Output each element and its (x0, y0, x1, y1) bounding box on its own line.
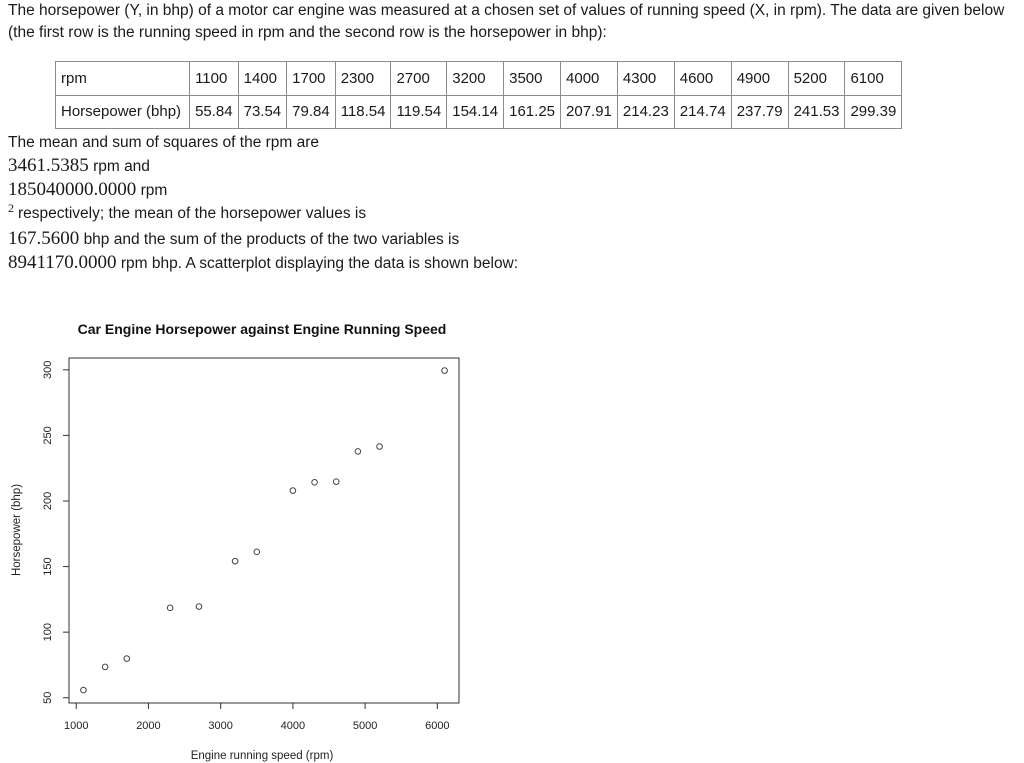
y-tick-label: 100 (42, 622, 54, 642)
rpm-cell: 4300 (617, 62, 674, 96)
hp-cell: 118.54 (335, 96, 391, 129)
hp-cell: 214.74 (674, 96, 731, 129)
squared-superscript: 2 (8, 201, 14, 215)
plot-frame (69, 358, 459, 703)
hp-row-label: Horsepower (bhp) (56, 96, 190, 129)
stats-line-5 (8, 228, 459, 251)
x-tick-label: 3000 (208, 720, 233, 732)
rpm-cell: 1700 (287, 62, 336, 96)
mean-hp-text: bhp and the sum of the products of the two variables is (83, 231, 460, 248)
data-point (355, 449, 361, 455)
hp-cell: 241.53 (788, 96, 845, 129)
y-tick-label: 250 (42, 426, 54, 445)
sum-products-value: 8941170.0000 (8, 252, 117, 273)
data-table (55, 61, 902, 129)
ss-rpm-unit: rpm (140, 182, 168, 199)
hp-cell: 79.84 (287, 96, 336, 129)
rpm-cell: 4000 (561, 62, 618, 96)
rpm-cell: 4900 (731, 62, 788, 96)
data-point (290, 488, 296, 494)
y-axis-label: Horsepower (bhp) (11, 483, 23, 577)
data-point (102, 664, 108, 670)
hp-cell: 161.25 (504, 96, 561, 129)
scatterplot-svg (8, 298, 488, 763)
y-tick-label: 200 (42, 491, 54, 511)
x-tick-label: 4000 (280, 720, 306, 732)
hp-cell: 299.39 (845, 96, 902, 129)
ss-rpm-value: 185040000.0000 (8, 179, 137, 200)
hp-cell: 73.54 (238, 96, 287, 129)
intro-paragraph: The horsepower (Y, in bhp) of a motor car engine was measured at a chosen set of values of running speed (X, in rpm). The data are given below (the first row is the running speed in rpm and the second row is the horsepower in bhp): (8, 2, 1005, 41)
x-tick-label: 1000 (63, 720, 89, 732)
rpm-row-label: rpm (56, 62, 190, 96)
mean-rpm-unit: rpm and (93, 158, 150, 175)
x-tick-label: 6000 (425, 720, 450, 732)
stats-line-2 (8, 155, 150, 178)
x-tick-label: 5000 (352, 720, 378, 732)
scatterplot (8, 298, 488, 763)
rpm-cell: 3500 (504, 62, 561, 96)
rpm-cell: 4600 (674, 62, 731, 96)
rpm-cell: 2300 (335, 62, 391, 96)
data-point (442, 368, 448, 374)
data-point (232, 558, 238, 564)
chart-title: Car Engine Horsepower against Engine Running Speed (77, 321, 447, 337)
rpm-cell: 5200 (788, 62, 845, 96)
x-tick-label: 2000 (136, 720, 161, 732)
data-point (124, 656, 130, 662)
stats-line-6 (8, 252, 518, 275)
y-tick-label: 50 (42, 691, 54, 704)
rpm-cell: 1100 (190, 62, 239, 96)
hp-cell: 237.79 (731, 96, 788, 129)
mean-rpm-value: 3461.5385 (8, 155, 89, 176)
y-tick-label: 150 (42, 557, 54, 576)
data-point (333, 479, 339, 485)
rpm-cell: 6100 (845, 62, 902, 96)
rpm-row (56, 62, 902, 96)
hp-row (56, 96, 902, 129)
sum-products-text: rpm bhp. A scatterplot displaying the data is shown below: (120, 255, 519, 272)
data-point (377, 444, 383, 450)
mean-hp-value: 167.5600 (8, 228, 80, 249)
stats-line-3 (8, 179, 167, 202)
hp-cell: 207.91 (561, 96, 618, 129)
rpm-cell: 3200 (447, 62, 504, 96)
rpm-cell: 1400 (238, 62, 287, 96)
respectively-text: respectively; the mean of the horsepower values is (18, 205, 367, 222)
stats-line-4 (8, 203, 366, 225)
stats-intro-text: The mean and sum of squares of the rpm are (8, 134, 320, 151)
stats-line-1 (8, 132, 319, 154)
hp-cell: 119.54 (391, 96, 447, 129)
x-axis-label: Engine running speed (rpm) (190, 750, 334, 762)
data-point (196, 604, 202, 610)
hp-cell: 55.84 (190, 96, 239, 129)
data-point (81, 687, 87, 693)
hp-cell: 214.23 (617, 96, 674, 129)
data-point (312, 480, 318, 486)
rpm-cell: 2700 (391, 62, 447, 96)
y-tick-label: 300 (42, 360, 54, 379)
hp-cell: 154.14 (447, 96, 504, 129)
data-point (254, 549, 260, 555)
data-point (167, 605, 173, 611)
